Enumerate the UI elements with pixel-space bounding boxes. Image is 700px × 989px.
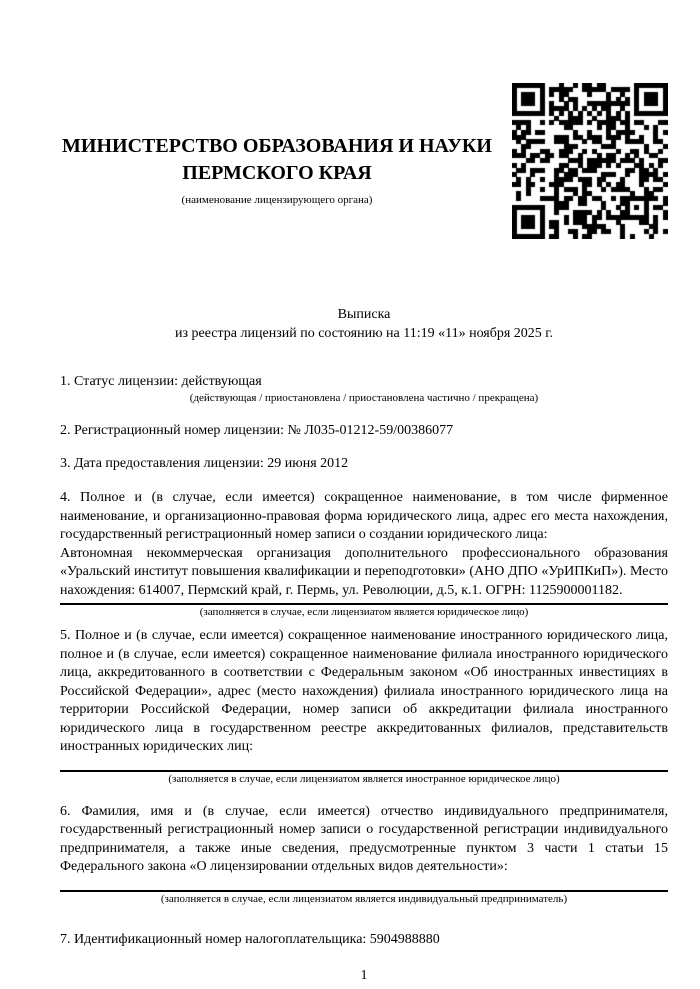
registration-number-text: 2. Регистрационный номер лицензии: № Л035-01212-59/00386077 <box>60 423 454 438</box>
license-status-text: 1. Статус лицензии: действующая <box>60 374 262 389</box>
item-foreign-entity <box>60 627 668 786</box>
authority-name-line2: ПЕРМСКОГО КРАЯ <box>182 162 372 184</box>
legal-entity-value: Автономная некоммерческая организация дополнительного профессионального образования «Уральский институт повышения квалификации и переподготовки» (АНО ДПО «УрИПКиП»). Место нахождения: 614007, Пермский край, г. Пермь, ул. Революции, д.5, к.1. ОГРН: 1125900001182. <box>60 545 668 598</box>
fill-in-line <box>60 770 668 772</box>
foreign-entity-empty-value <box>60 757 668 770</box>
authority-name <box>60 133 494 187</box>
entrepreneur-empty-value <box>60 877 668 890</box>
item-license-status <box>60 372 668 405</box>
document-title-line2: из реестра лицензий по состоянию на 11:19 «11» ноября 2025 г. <box>175 326 553 341</box>
license-details <box>60 372 668 949</box>
page-footer <box>60 966 668 985</box>
page-number: 1 <box>360 967 368 983</box>
document-title <box>60 305 668 343</box>
document-header <box>60 0 668 239</box>
item-registration-number <box>60 421 668 440</box>
license-status-options-caption: (действующая / приостановлена / приостановлена частично / прекращена) <box>189 392 539 404</box>
licensing-authority-block <box>60 133 494 207</box>
taxpayer-number-text: 7. Идентификационный номер налогоплательщика: 5904988880 <box>60 931 440 947</box>
legal-entity-caption: (заполняется в случае, если лицензиатом является юридическое лицо) <box>199 606 529 618</box>
item-individual-entrepreneur <box>60 803 668 906</box>
authority-name-line1: МИНИСТЕРСТВО ОБРАЗОВАНИЯ И НАУКИ <box>62 135 492 157</box>
item-taxpayer-number <box>60 930 668 949</box>
document-title-line1: Выписка <box>337 307 391 322</box>
fill-in-line <box>60 603 668 605</box>
authority-caption: (наименование лицензирующего органа) <box>181 194 373 206</box>
grant-date-text: 3. Дата предоставления лицензии: 29 июня 2012 <box>60 456 349 471</box>
foreign-entity-caption: (заполняется в случае, если лицензиатом является иностранное юридическое лицо) <box>168 772 560 785</box>
fill-in-line <box>60 890 668 892</box>
legal-entity-label: 4. Полное и (в случае, если имеется) сокращенное наименование, в том числе фирменное наименование, и организационно-правовая форма юридического лица, адрес его места нахождения, государственный регистрационный номер записи о создании юридического лица: <box>60 490 668 542</box>
item-legal-entity <box>60 489 668 619</box>
item-grant-date <box>60 454 668 473</box>
foreign-entity-label: 5. Полное и (в случае, если имеется) сокращенное наименование иностранного юридического лица, полное и (в случае, если имеется) сокращенное наименование филиала иностранного юридического лица, аккредитованного в соответствии с Федеральным законом «Об иностранных инвестициях в Российской Федерации», адрес (место нахождения) филиала иностранного юридического лица на территории Российской Федерации, номер записи об аккредитации филиала иностранного юридического лица в государственном реестре аккредитованных филиалов, представительств иностранных юридических лиц: <box>60 628 668 754</box>
entrepreneur-label: 6. Фамилия, имя и (в случае, если имеется) отчество индивидуального предпринимателя, государственный регистрационный номер записи о государственной регистрации индивидуального предпринимателя, а также иные сведения, предусмотренные пунктом 3 части 1 статьи 15 Федерального закона «О лицензировании отдельных видов деятельности»: <box>60 803 668 874</box>
entrepreneur-caption: (заполняется в случае, если лицензиатом является индивидуальный предприниматель) <box>160 892 568 905</box>
qr-code-icon <box>512 83 668 239</box>
